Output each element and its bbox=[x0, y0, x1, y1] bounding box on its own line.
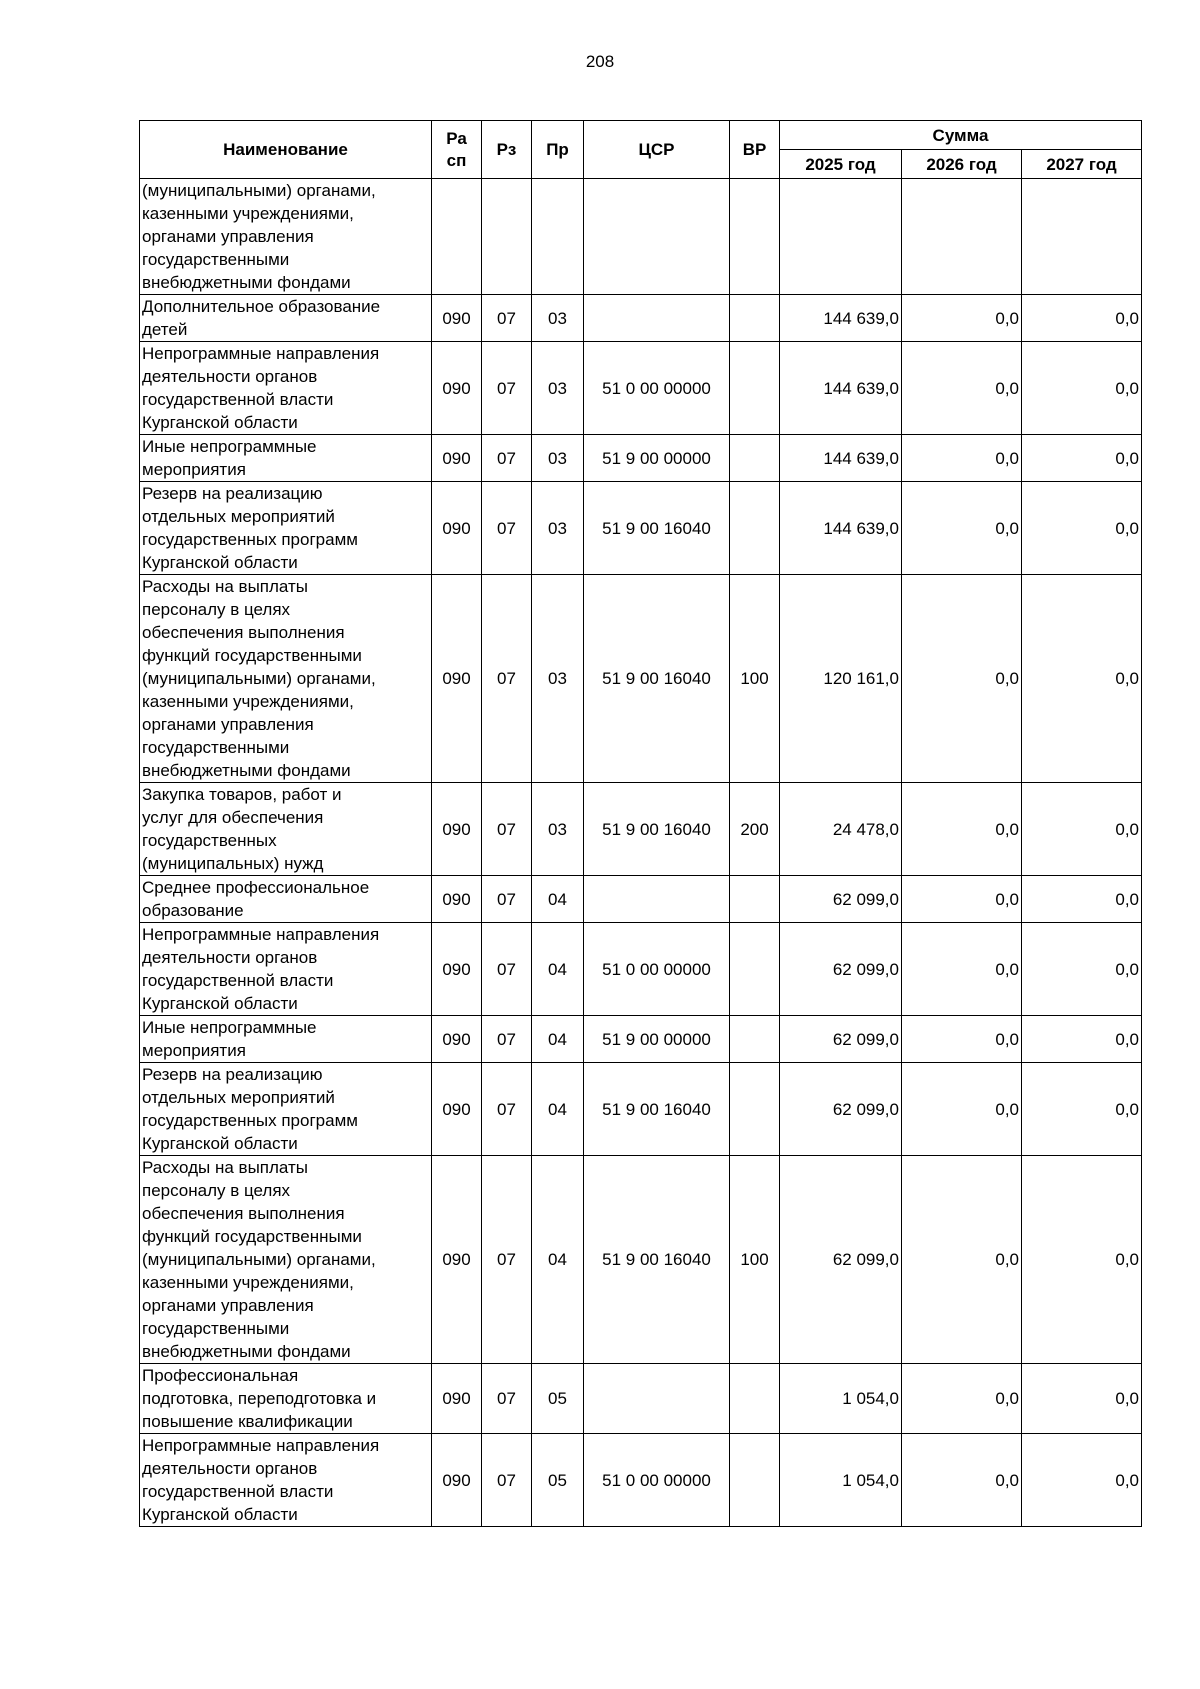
cell-2026: 0,0 bbox=[902, 1434, 1022, 1527]
cell-rz: 07 bbox=[482, 575, 532, 783]
table-row bbox=[140, 482, 1142, 575]
cell-pr: 05 bbox=[532, 1434, 584, 1527]
cell-name: Закупка товаров, работ и услуг для обеспечения государственных (муниципальных) нужд bbox=[140, 783, 432, 876]
cell-2027: 0,0 bbox=[1022, 923, 1142, 1016]
cell-vr: 100 bbox=[730, 1156, 780, 1364]
cell-pr: 04 bbox=[532, 1016, 584, 1063]
header-vr: ВР bbox=[730, 121, 780, 179]
cell-pr bbox=[532, 179, 584, 295]
cell-vr bbox=[730, 1063, 780, 1156]
cell-csr: 51 0 00 00000 bbox=[584, 923, 730, 1016]
cell-vr bbox=[730, 1016, 780, 1063]
cell-name: Дополнительное образование детей bbox=[140, 295, 432, 342]
table-row bbox=[140, 435, 1142, 482]
cell-csr: 51 9 00 16040 bbox=[584, 783, 730, 876]
header-year-2026: 2026 год bbox=[902, 150, 1022, 179]
cell-vr bbox=[730, 923, 780, 1016]
cell-name: Профессиональная подготовка, переподготовка и повышение квалификации bbox=[140, 1364, 432, 1434]
cell-rz: 07 bbox=[482, 1063, 532, 1156]
header-name: Наименование bbox=[140, 121, 432, 179]
cell-2027: 0,0 bbox=[1022, 1063, 1142, 1156]
header-pr: Пр bbox=[532, 121, 584, 179]
table-row bbox=[140, 1156, 1142, 1364]
cell-2027: 0,0 bbox=[1022, 1156, 1142, 1364]
header-year-2025: 2025 год bbox=[780, 150, 902, 179]
cell-2027: 0,0 bbox=[1022, 1434, 1142, 1527]
cell-pr: 05 bbox=[532, 1364, 584, 1434]
cell-name: Резерв на реализацию отдельных мероприятий государственных программ Курганской области bbox=[140, 1063, 432, 1156]
header-summa: Сумма bbox=[780, 121, 1142, 150]
page-number: 208 bbox=[585, 52, 615, 71]
cell-2025: 62 099,0 bbox=[780, 1156, 902, 1364]
cell-2025: 144 639,0 bbox=[780, 342, 902, 435]
cell-name: Расходы на выплаты персоналу в целях обеспечения выполнения функций государственными (муниципальными) органами, казенными учреждениями, органами управления государственными внебюджетными фондами bbox=[140, 575, 432, 783]
cell-2027: 0,0 bbox=[1022, 435, 1142, 482]
cell-vr bbox=[730, 1364, 780, 1434]
table-row bbox=[140, 1016, 1142, 1063]
cell-rasp: 090 bbox=[432, 1156, 482, 1364]
cell-2025: 1 054,0 bbox=[780, 1434, 902, 1527]
cell-2027: 0,0 bbox=[1022, 342, 1142, 435]
cell-2026: 0,0 bbox=[902, 876, 1022, 923]
cell-name: (муниципальными) органами, казенными учреждениями, органами управления государственными внебюджетными фондами bbox=[140, 179, 432, 295]
cell-2026: 0,0 bbox=[902, 295, 1022, 342]
cell-2027: 0,0 bbox=[1022, 575, 1142, 783]
cell-rz: 07 bbox=[482, 1434, 532, 1527]
cell-pr: 04 bbox=[532, 1063, 584, 1156]
cell-rasp: 090 bbox=[432, 1364, 482, 1434]
header-rasp: Ра сп bbox=[432, 121, 482, 179]
cell-vr: 200 bbox=[730, 783, 780, 876]
table-row bbox=[140, 179, 1142, 295]
cell-rasp: 090 bbox=[432, 1016, 482, 1063]
cell-vr bbox=[730, 482, 780, 575]
cell-rasp: 090 bbox=[432, 1434, 482, 1527]
cell-2025: 62 099,0 bbox=[780, 1063, 902, 1156]
cell-2026: 0,0 bbox=[902, 435, 1022, 482]
cell-2026: 0,0 bbox=[902, 575, 1022, 783]
cell-name: Резерв на реализацию отдельных мероприятий государственных программ Курганской области bbox=[140, 482, 432, 575]
cell-csr: 51 9 00 00000 bbox=[584, 435, 730, 482]
cell-rz: 07 bbox=[482, 923, 532, 1016]
cell-rasp bbox=[432, 179, 482, 295]
cell-2025: 1 054,0 bbox=[780, 1364, 902, 1434]
cell-2026: 0,0 bbox=[902, 1063, 1022, 1156]
cell-2027 bbox=[1022, 179, 1142, 295]
cell-2026: 0,0 bbox=[902, 783, 1022, 876]
cell-2027: 0,0 bbox=[1022, 783, 1142, 876]
cell-vr bbox=[730, 1434, 780, 1527]
cell-name: Иные непрограммные мероприятия bbox=[140, 435, 432, 482]
cell-vr bbox=[730, 876, 780, 923]
cell-csr: 51 9 00 16040 bbox=[584, 1063, 730, 1156]
cell-csr: 51 9 00 16040 bbox=[584, 482, 730, 575]
cell-2026: 0,0 bbox=[902, 923, 1022, 1016]
cell-2027: 0,0 bbox=[1022, 876, 1142, 923]
cell-2025: 144 639,0 bbox=[780, 482, 902, 575]
cell-rz: 07 bbox=[482, 482, 532, 575]
cell-vr bbox=[730, 435, 780, 482]
cell-rasp: 090 bbox=[432, 575, 482, 783]
cell-rasp: 090 bbox=[432, 482, 482, 575]
cell-rz: 07 bbox=[482, 342, 532, 435]
table-row bbox=[140, 1063, 1142, 1156]
cell-csr bbox=[584, 1364, 730, 1434]
cell-pr: 03 bbox=[532, 435, 584, 482]
cell-csr: 51 9 00 00000 bbox=[584, 1016, 730, 1063]
table-row bbox=[140, 876, 1142, 923]
cell-name: Среднее профессиональное образование bbox=[140, 876, 432, 923]
table-row bbox=[140, 342, 1142, 435]
cell-2026 bbox=[902, 179, 1022, 295]
header-csr: ЦСР bbox=[584, 121, 730, 179]
cell-2027: 0,0 bbox=[1022, 482, 1142, 575]
cell-pr: 03 bbox=[532, 482, 584, 575]
cell-2027: 0,0 bbox=[1022, 1364, 1142, 1434]
cell-vr bbox=[730, 295, 780, 342]
cell-2025: 62 099,0 bbox=[780, 1016, 902, 1063]
cell-2026: 0,0 bbox=[902, 1016, 1022, 1063]
cell-vr bbox=[730, 179, 780, 295]
cell-2026: 0,0 bbox=[902, 342, 1022, 435]
cell-rz bbox=[482, 179, 532, 295]
header-year-2027: 2027 год bbox=[1022, 150, 1142, 179]
cell-pr: 03 bbox=[532, 342, 584, 435]
cell-pr: 03 bbox=[532, 783, 584, 876]
cell-rasp: 090 bbox=[432, 923, 482, 1016]
cell-csr: 51 9 00 16040 bbox=[584, 1156, 730, 1364]
cell-2026: 0,0 bbox=[902, 482, 1022, 575]
cell-rz: 07 bbox=[482, 1016, 532, 1063]
cell-2027: 0,0 bbox=[1022, 295, 1142, 342]
cell-rz: 07 bbox=[482, 295, 532, 342]
cell-rasp: 090 bbox=[432, 342, 482, 435]
cell-rasp: 090 bbox=[432, 295, 482, 342]
table-row bbox=[140, 575, 1142, 783]
cell-rz: 07 bbox=[482, 783, 532, 876]
cell-pr: 04 bbox=[532, 876, 584, 923]
cell-2025: 62 099,0 bbox=[780, 876, 902, 923]
cell-pr: 03 bbox=[532, 295, 584, 342]
cell-rasp: 090 bbox=[432, 783, 482, 876]
cell-2027: 0,0 bbox=[1022, 1016, 1142, 1063]
cell-vr bbox=[730, 342, 780, 435]
cell-vr: 100 bbox=[730, 575, 780, 783]
table-row bbox=[140, 1364, 1142, 1434]
cell-name: Иные непрограммные мероприятия bbox=[140, 1016, 432, 1063]
cell-rz: 07 bbox=[482, 1364, 532, 1434]
cell-2026: 0,0 bbox=[902, 1156, 1022, 1364]
cell-pr: 04 bbox=[532, 1156, 584, 1364]
budget-table bbox=[139, 120, 1142, 1527]
cell-name: Непрограммные направления деятельности органов государственной власти Курганской области bbox=[140, 342, 432, 435]
cell-rasp: 090 bbox=[432, 1063, 482, 1156]
table-row bbox=[140, 295, 1142, 342]
cell-name: Непрограммные направления деятельности органов государственной власти Курганской области bbox=[140, 923, 432, 1016]
cell-pr: 03 bbox=[532, 575, 584, 783]
cell-rasp: 090 bbox=[432, 435, 482, 482]
cell-csr bbox=[584, 179, 730, 295]
cell-rz: 07 bbox=[482, 876, 532, 923]
cell-csr: 51 9 00 16040 bbox=[584, 575, 730, 783]
cell-rz: 07 bbox=[482, 435, 532, 482]
cell-csr bbox=[584, 295, 730, 342]
cell-csr: 51 0 00 00000 bbox=[584, 342, 730, 435]
table-row bbox=[140, 783, 1142, 876]
table-body bbox=[140, 179, 1142, 1527]
cell-rz: 07 bbox=[482, 1156, 532, 1364]
table-row bbox=[140, 1434, 1142, 1527]
header-rz: Рз bbox=[482, 121, 532, 179]
cell-2025: 144 639,0 bbox=[780, 435, 902, 482]
table-row bbox=[140, 923, 1142, 1016]
cell-2026: 0,0 bbox=[902, 1364, 1022, 1434]
cell-2025: 120 161,0 bbox=[780, 575, 902, 783]
cell-2025: 24 478,0 bbox=[780, 783, 902, 876]
cell-2025: 62 099,0 bbox=[780, 923, 902, 1016]
cell-csr: 51 0 00 00000 bbox=[584, 1434, 730, 1527]
cell-name: Расходы на выплаты персоналу в целях обеспечения выполнения функций государственными (муниципальными) органами, казенными учреждениями, органами управления государственными внебюджетными фондами bbox=[140, 1156, 432, 1364]
cell-2025: 144 639,0 bbox=[780, 295, 902, 342]
cell-name: Непрограммные направления деятельности органов государственной власти Курганской области bbox=[140, 1434, 432, 1527]
cell-rasp: 090 bbox=[432, 876, 482, 923]
cell-csr bbox=[584, 876, 730, 923]
cell-pr: 04 bbox=[532, 923, 584, 1016]
cell-2025 bbox=[780, 179, 902, 295]
